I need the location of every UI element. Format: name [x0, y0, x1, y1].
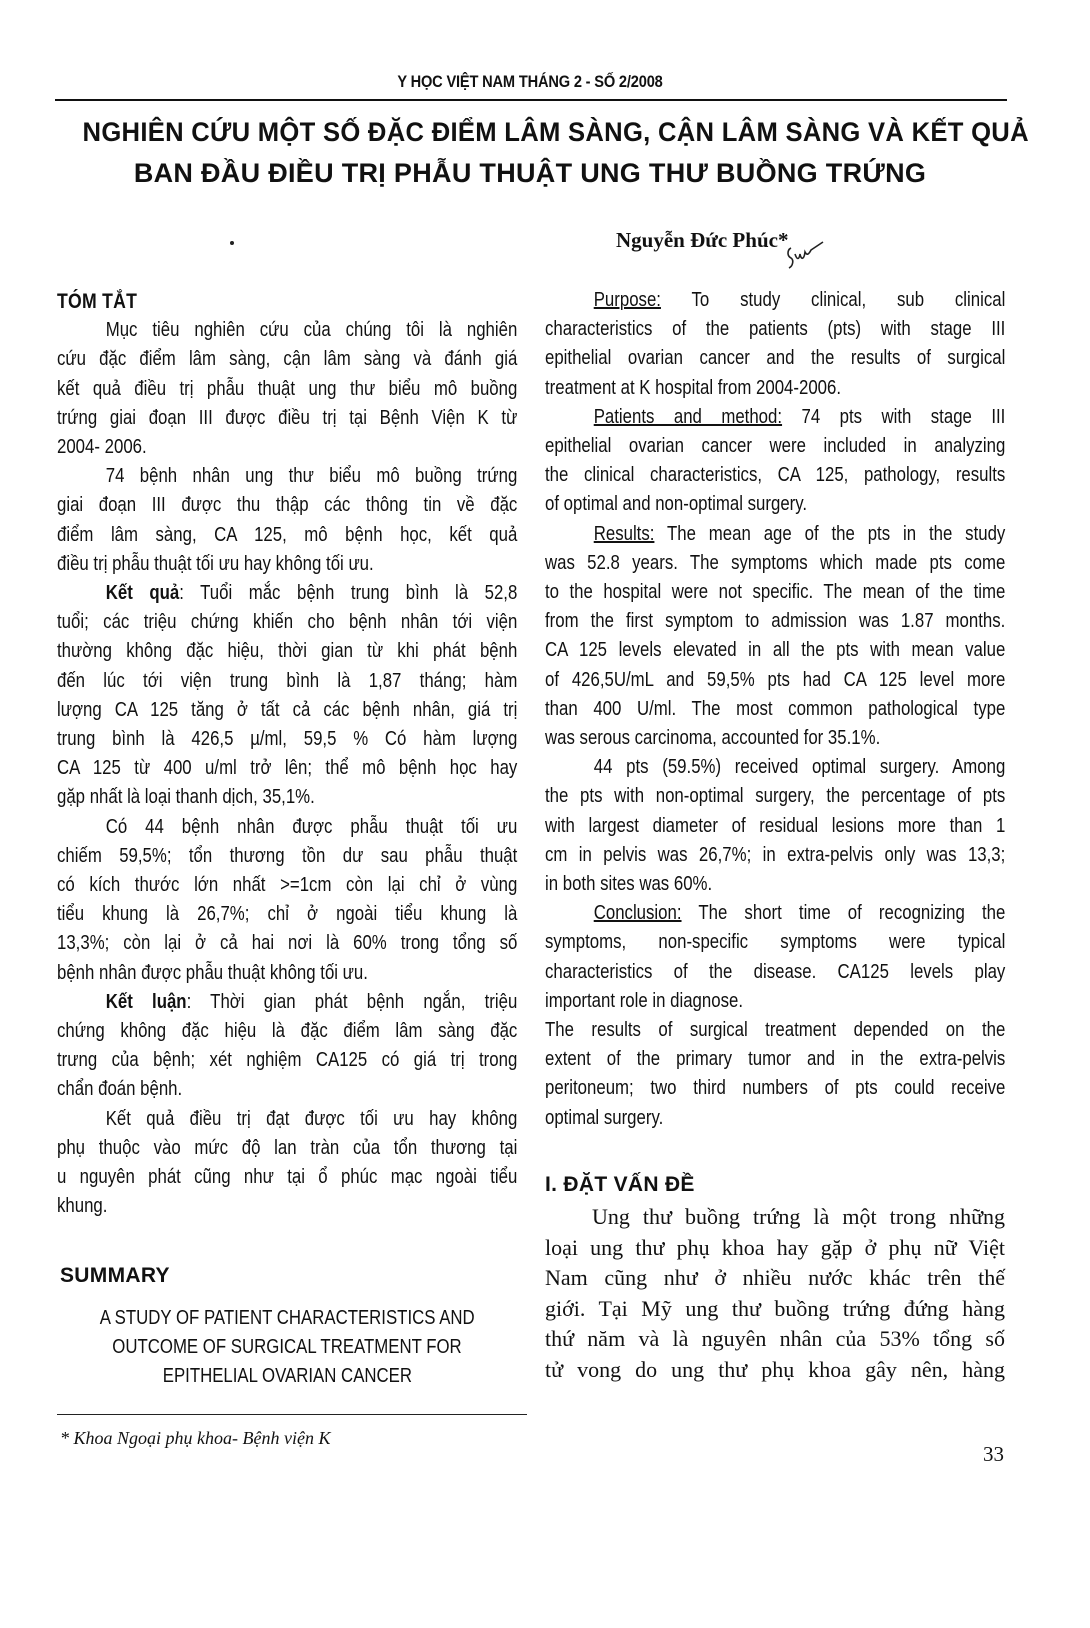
text-line — [545, 1045, 1005, 1074]
footnote: * Khoa Ngoại phụ khoa- Bệnh viện K — [60, 1428, 331, 1448]
text-line: giới. Tại Mỹ ung thư buồng trứng đứng hàng — [545, 1295, 1005, 1321]
summary-subtitle — [57, 1304, 517, 1392]
line-text: 2004- 2006. — [57, 436, 147, 459]
text-line — [545, 607, 1005, 636]
text-line — [545, 1104, 1005, 1133]
line-text: The short time of recognizing the — [681, 902, 1006, 925]
line-text: cứu đặc điểm lâm sàng, cận lâm sàng và đánh giá — [57, 348, 518, 371]
text-line: Ung thư buồng trứng là một trong những — [592, 1204, 1005, 1229]
line-text: of 426,5U/mL and 59,5% pts had CA 125 level more — [545, 668, 1006, 691]
line-text: The mean age of the pts in the study — [654, 522, 1006, 545]
text-line: Nam cũng như ở nhiều nước khác trên thế — [545, 1265, 1005, 1290]
line-text: epithelial ovarian cancer and the results of surgical — [545, 347, 1006, 370]
summary-subtitle-text: A STUDY OF PATIENT CHARACTERISTICS AND — [99, 1307, 475, 1329]
summary-heading: SUMMARY — [60, 1264, 170, 1287]
line-text: : Thời gian phát bệnh ngắn, triệu — [186, 990, 518, 1013]
line-text: tiểu khung là 26,7%; chỉ ở ngoài tiểu khung là — [57, 903, 518, 926]
line-text: điểm lâm sàng, CA 125, mô bệnh học, kết quả — [57, 523, 518, 546]
text-line — [545, 286, 1005, 315]
text-line — [57, 1163, 517, 1192]
text-line — [57, 1017, 517, 1046]
text-line — [57, 842, 517, 871]
text-line — [57, 1192, 517, 1221]
paragraph — [57, 462, 517, 579]
line-text: trưng của bệnh; xét nghiệm CA125 có giá trị trong — [57, 1049, 518, 1072]
paragraph — [57, 1105, 517, 1222]
line-text: symptoms, non-specific symptoms were typical — [545, 931, 1006, 954]
paragraph-lead: Kết luận — [105, 990, 187, 1013]
line-text: thường không đặc hiệu, thời gian từ khi phát bệnh — [57, 640, 518, 663]
line-text: Mục tiêu nghiên cứu của chúng tôi là nghiên — [105, 319, 518, 342]
paragraph — [545, 520, 1005, 754]
paragraph — [545, 899, 1005, 1016]
line-text: bệnh nhân được phẫu thuật không tối ưu. — [57, 961, 368, 984]
paragraph — [545, 753, 1005, 899]
line-text: CA 125 levels elevated in all the pts with mean value — [545, 639, 1006, 662]
line-text: from the first symptom to admission was 1.87 months. — [545, 610, 1006, 633]
line-text: treatment at K hospital from 2004-2006. — [545, 376, 842, 399]
line-text: peritoneum; two third numbers of pts could receive — [545, 1077, 1006, 1100]
text-line — [545, 549, 1005, 578]
summary-subtitle-line — [57, 1333, 517, 1362]
paragraph-lead: Conclusion: — [593, 902, 682, 925]
footnote-rule — [57, 1414, 527, 1415]
line-text: khung. — [57, 1195, 108, 1218]
paragraph — [57, 988, 517, 1105]
text-line: thứ năm và là nguyên nhân của 53% tổng số — [545, 1326, 1005, 1351]
text-line — [545, 315, 1005, 344]
paragraph-lead: Results: — [593, 522, 655, 545]
line-text: cm in pelvis was 26,7%; in extra-pelvis only was 13,3; — [545, 843, 1006, 866]
text-line — [545, 782, 1005, 811]
abstract-vi-column — [57, 287, 517, 1222]
text-line — [57, 1134, 517, 1163]
line-text: chẩn đoán bệnh. — [57, 1078, 183, 1101]
text-line — [57, 959, 517, 988]
text-line — [545, 344, 1005, 373]
summary-subtitle-line — [57, 1362, 517, 1391]
header-rule — [55, 99, 1007, 101]
text-line: tử vong do ung thư phụ khoa gây nên, hàng — [545, 1356, 1005, 1382]
text-line — [545, 578, 1005, 607]
text-line — [545, 987, 1005, 1016]
paragraph — [545, 403, 1005, 520]
text-line — [545, 432, 1005, 461]
paragraph-lead: Patients and method: — [593, 405, 783, 428]
line-text: was 52.8 years. The symptoms which made pts come — [545, 551, 1006, 574]
line-text: chứng không đặc hiệu là đặc điểm lâm sàng đặc — [57, 1020, 518, 1043]
line-text: kết quả điều trị phẫu thuật ung thư biểu mô buồng — [57, 377, 518, 400]
text-line — [57, 871, 517, 900]
line-text: characteristics of the patients (pts) with stage III — [545, 318, 1006, 341]
text-line — [57, 900, 517, 929]
text-line — [545, 753, 1005, 782]
paragraph-lead: Kết quả — [105, 582, 180, 605]
text-line — [57, 929, 517, 958]
article-title-text: NGHIÊN CỨU MỘT SỐ ĐẶC ĐIỂM LÂM SÀNG, CẬN LÂM SÀNG VÀ KẾT QUẢ — [82, 117, 1029, 147]
summary-subtitle-line — [57, 1304, 517, 1333]
line-text: Kết quả điều trị đạt được tối ưu hay không — [105, 1107, 518, 1130]
text-line — [545, 724, 1005, 753]
abstract-en-column — [545, 286, 1005, 1133]
text-line — [57, 637, 517, 666]
line-text: Có 44 bệnh nhân được phẫu thuật tối ưu — [105, 815, 518, 838]
line-text: 74 pts with stage III — [782, 405, 1006, 428]
text-line — [57, 813, 517, 842]
text-line — [545, 695, 1005, 724]
text-line — [545, 841, 1005, 870]
line-text: To study clinical, sub clinical — [660, 289, 1006, 311]
line-text: in both sites was 60%. — [545, 873, 713, 896]
line-text: đến lúc tới viện trung bình là 1,87 tháng; hàm — [57, 669, 518, 692]
text-line — [545, 812, 1005, 841]
line-text: điều trị phẫu thuật tối ưu hay không tối ưu. — [57, 552, 374, 575]
line-text: extent of the primary tumor and in the extra-pelvis — [545, 1048, 1006, 1071]
scan-speck — [230, 241, 234, 245]
line-text: epithelial ovarian cancer were included in analyzing — [545, 435, 1006, 458]
text-line — [57, 1075, 517, 1104]
line-text: trứng giai đoạn III được điều trị tại Bệnh Viện K từ — [57, 406, 518, 429]
page-number: 33 — [983, 1442, 1004, 1466]
line-text: 13,3%; còn lại ở cả hai nơi là 60% trong tổng số — [57, 932, 518, 955]
text-line — [57, 783, 517, 812]
paragraph — [545, 286, 1005, 403]
section-1-body — [545, 1202, 1005, 1385]
text-line — [57, 521, 517, 550]
line-text: gặp nhất là loại thanh dịch, 35,1%. — [57, 786, 315, 809]
paragraph-lead: Purpose: — [593, 289, 661, 311]
text-line — [545, 870, 1005, 899]
text-line — [545, 899, 1005, 928]
running-header: Y HỌC VIỆT NAM THÁNG 2 - SỐ 2/2008 — [397, 72, 663, 91]
line-text: with largest diameter of residual lesions more than 1 — [545, 814, 1006, 837]
text-line — [57, 725, 517, 754]
summary-subtitle-text: OUTCOME OF SURGICAL TREATMENT FOR — [112, 1336, 462, 1359]
line-text: The results of surgical treatment depended on the — [545, 1019, 1006, 1042]
article-title-line — [57, 157, 1003, 189]
text-line — [57, 433, 517, 462]
text-line — [57, 462, 517, 491]
line-text: 74 bệnh nhân ung thư biểu mô buồng trứng — [105, 465, 518, 488]
summary-subtitle-text: EPITHELIAL OVARIAN CANCER — [162, 1365, 412, 1388]
line-text: the pts with non-optimal surgery, the percentage of pts — [545, 785, 1006, 808]
text-line: loại ung thư phụ khoa hay gặp ở phụ nữ Việt — [545, 1234, 1005, 1260]
line-text: 44 pts (59.5%) received optimal surgery. Among — [593, 756, 1006, 779]
text-line — [57, 345, 517, 374]
text-line — [57, 667, 517, 696]
line-text: the clinical characteristics, CA 125, pathology, results — [545, 464, 1006, 487]
paragraph — [57, 316, 517, 462]
text-line — [545, 958, 1005, 987]
line-text: trung bình là 426,5 µ/ml, 59,5 % Có hàm lượng — [57, 728, 518, 751]
text-line — [57, 608, 517, 637]
line-text: optimal surgery. — [545, 1106, 664, 1129]
text-line — [57, 375, 517, 404]
line-text: important role in diagnose. — [545, 989, 743, 1012]
text-line — [57, 491, 517, 520]
text-line — [545, 520, 1005, 549]
line-text: to the hospital were not specific. The mean of the time — [545, 581, 1006, 604]
line-text: u nguyên phát cũng như tại ổ phúc mạc ngoài tiểu — [57, 1166, 518, 1189]
text-line — [57, 550, 517, 579]
paragraph — [545, 1016, 1005, 1133]
article-title-line — [57, 116, 1029, 148]
line-text: was serous carcinoma, accounted for 35.1%. — [545, 727, 881, 750]
line-text: : Tuổi mắc bệnh trung bình là 52,8 — [179, 582, 518, 605]
line-text: characteristics of the disease. CA125 levels play — [545, 960, 1006, 983]
text-line — [545, 374, 1005, 403]
text-line — [57, 579, 517, 608]
line-text: giai đoạn III được thu thập các thông tin về đặc — [57, 494, 518, 517]
abstract-vi-heading: TÓM TẮT — [57, 290, 138, 313]
author-name: Nguyễn Đức Phúc* — [616, 228, 789, 252]
line-text: tuổi; các triệu chứng khiến cho bệnh nhân tới viện — [57, 611, 518, 634]
text-line — [57, 754, 517, 783]
line-text: than 400 U/ml. The most common pathological type — [545, 697, 1006, 720]
text-line — [545, 403, 1005, 432]
text-line — [545, 636, 1005, 665]
line-text: lượng CA 125 tăng ở tất cả các bệnh nhân, giá trị — [57, 698, 518, 721]
line-text: of optimal and non-optimal surgery. — [545, 493, 808, 516]
line-text: CA 125 từ 400 u/ml trở lên; thể mô bệnh học hay — [57, 757, 518, 780]
text-line — [57, 696, 517, 725]
text-line — [57, 404, 517, 433]
text-line — [545, 1016, 1005, 1045]
text-line — [57, 988, 517, 1017]
text-line — [545, 928, 1005, 957]
text-line — [57, 1046, 517, 1075]
line-text: phụ thuộc vào mức độ lan tràn của tổn thương tại — [57, 1136, 518, 1159]
text-line — [57, 316, 517, 345]
text-line — [545, 1074, 1005, 1103]
line-text: có kích thước lớn nhất >=1cm còn lại chỉ ở vùng — [57, 874, 518, 897]
section-1-heading: I. ĐẶT VẤN ĐỀ — [545, 1173, 695, 1196]
line-text: chiếm 59,5%; tổn thương tồn dư sau phẫu thuật — [57, 844, 518, 867]
text-line — [545, 461, 1005, 490]
signature-icon — [785, 240, 825, 274]
text-line — [545, 666, 1005, 695]
article-title-text: BAN ĐẦU ĐIỀU TRỊ PHẪU THUẬT UNG THƯ BUỒNG TRỨNG — [133, 158, 927, 188]
text-line — [57, 1105, 517, 1134]
paragraph — [57, 813, 517, 988]
paragraph — [57, 579, 517, 813]
text-line — [545, 490, 1005, 519]
